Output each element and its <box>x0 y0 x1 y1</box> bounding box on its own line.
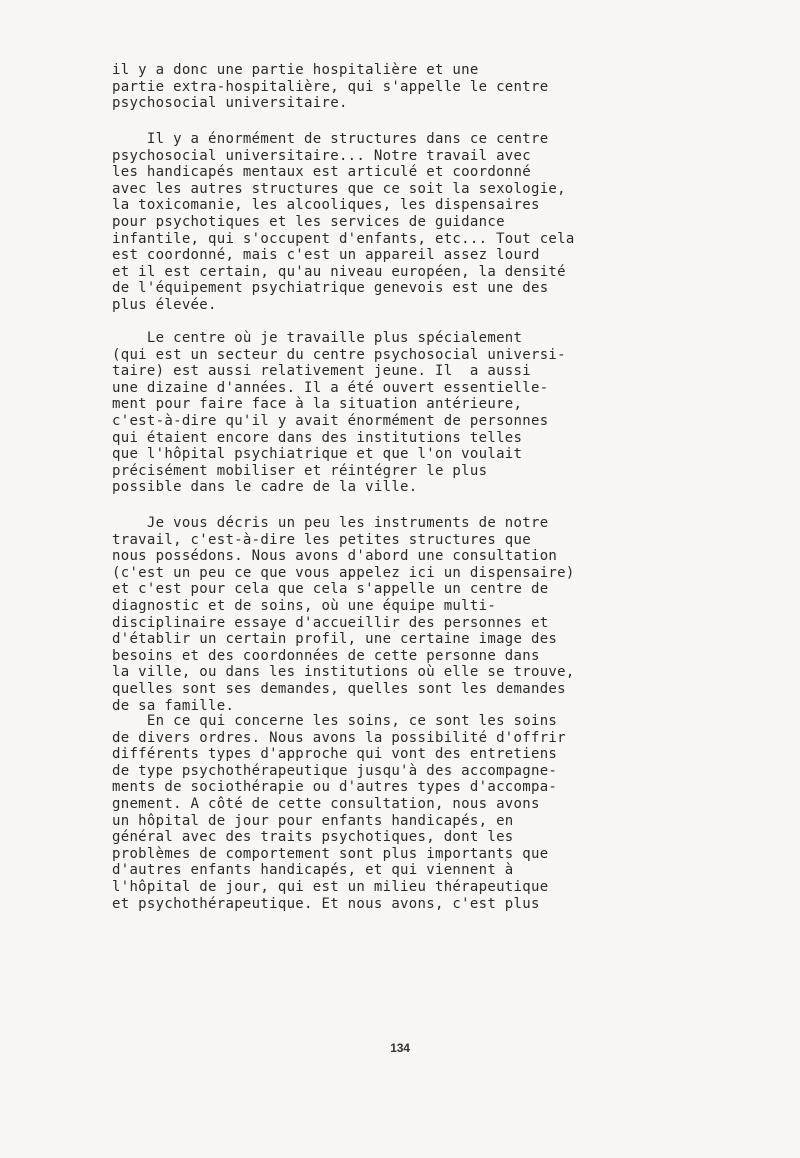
text-line: (qui est un secteur du centre psychosocial universi- <box>112 346 566 363</box>
paragraph <box>112 62 652 112</box>
text-line: précisément mobiliser et réintégrer le plus <box>112 462 488 479</box>
text-line: gnement. A côté de cette consultation, nous avons <box>112 795 540 812</box>
text-line: qui étaient encore dans des institutions telles <box>112 429 523 446</box>
text-line: de l'équipement psychiatrique genevois est une des <box>112 280 549 297</box>
text-line: les handicapés mentaux est articulé et coordonné <box>112 164 531 181</box>
text-line: psychosocial universitaire... Notre travail avec <box>112 147 531 164</box>
text-line: possible dans le cadre de la ville. <box>112 479 418 496</box>
text-line: En ce qui concerne les soins, ce sont les soins <box>112 713 558 729</box>
text-line: partie extra-hospitalière, qui s'appelle le centre <box>112 78 549 95</box>
paragraph <box>112 131 652 314</box>
text-line: et il est certain, qu'au niveau européen, la densité <box>112 263 566 280</box>
text-line: taire) est aussi relativement jeune. Il a aussi <box>112 363 531 380</box>
paragraph <box>112 330 652 496</box>
text-line: problèmes de comportement sont plus importants que <box>112 845 549 862</box>
text-line: il y a donc une partie hospitalière et une <box>112 62 479 78</box>
text-line: avec les autres structures que ce soit la sexologie, <box>112 180 566 197</box>
text-line: que l'hôpital psychiatrique et que l'on voulait <box>112 446 523 463</box>
text-line: ment pour faire face à la situation antérieure, <box>112 396 523 413</box>
text-line: Je vous décris un peu les instruments de notre <box>112 515 549 531</box>
text-line: (c'est un peu ce que vous appelez ici un dispensaire) <box>112 564 575 581</box>
text-line: est coordonné, mais c'est un appareil assez lourd <box>112 247 540 264</box>
text-line: travail, c'est-à-dire les petites structures que <box>112 531 531 548</box>
text-line: différents types d'approche qui vont des entretiens <box>112 746 558 763</box>
text-line: besoins et des coordonnées de cette personne dans <box>112 647 540 664</box>
text-line: disciplinaire essaye d'accueillir des personnes et <box>112 614 549 631</box>
page-number: 134 <box>390 1041 410 1055</box>
text-line: Il y a énormément de structures dans ce centre <box>112 131 549 147</box>
text-line: et c'est pour cela que cela s'appelle un centre de <box>112 581 549 598</box>
text-line: de sa famille. <box>112 697 235 714</box>
text-line: nous possédons. Nous avons d'abord une consultation <box>112 548 558 565</box>
paragraph <box>112 515 652 714</box>
text-line: psychosocial universitaire. <box>112 95 348 112</box>
text-line: l'hôpital de jour, qui est un milieu thérapeutique <box>112 878 549 895</box>
text-line: un hôpital de jour pour enfants handicapés, en <box>112 812 514 829</box>
text-line: infantile, qui s'occupent d'enfants, etc... Tout cela <box>112 230 575 247</box>
text-line: la toxicomanie, les alcooliques, les dispensaires <box>112 197 540 214</box>
text-line: une dizaine d'années. Il a été ouvert essentielle- <box>112 379 549 396</box>
paragraph <box>112 713 652 912</box>
text-line: Le centre où je travaille plus spécialement <box>112 330 523 346</box>
text-line: c'est-à-dire qu'il y avait énormément de personnes <box>112 412 549 429</box>
text-line: diagnostic et de soins, où une équipe multi- <box>112 597 497 614</box>
text-line: quelles sont ses demandes, quelles sont les demandes <box>112 680 566 697</box>
text-line: ments de sociothérapie ou d'autres types d'accompa- <box>112 779 558 796</box>
text-line: de type psychothérapeutique jusqu'à des accompagne- <box>112 762 558 779</box>
text-line: plus élevée. <box>112 296 217 313</box>
text-line: de divers ordres. Nous avons la possibilité d'offrir <box>112 729 566 746</box>
text-line: général avec des traits psychotiques, dont les <box>112 829 514 846</box>
text-line: et psychothérapeutique. Et nous avons, c'est plus <box>112 895 540 912</box>
text-line: d'établir un certain profil, une certaine image des <box>112 631 558 648</box>
text-line: la ville, ou dans les institutions où elle se trouve, <box>112 664 575 681</box>
text-line: d'autres enfants handicapés, et qui viennent à <box>112 862 514 879</box>
text-line: pour psychotiques et les services de guidance <box>112 213 505 230</box>
